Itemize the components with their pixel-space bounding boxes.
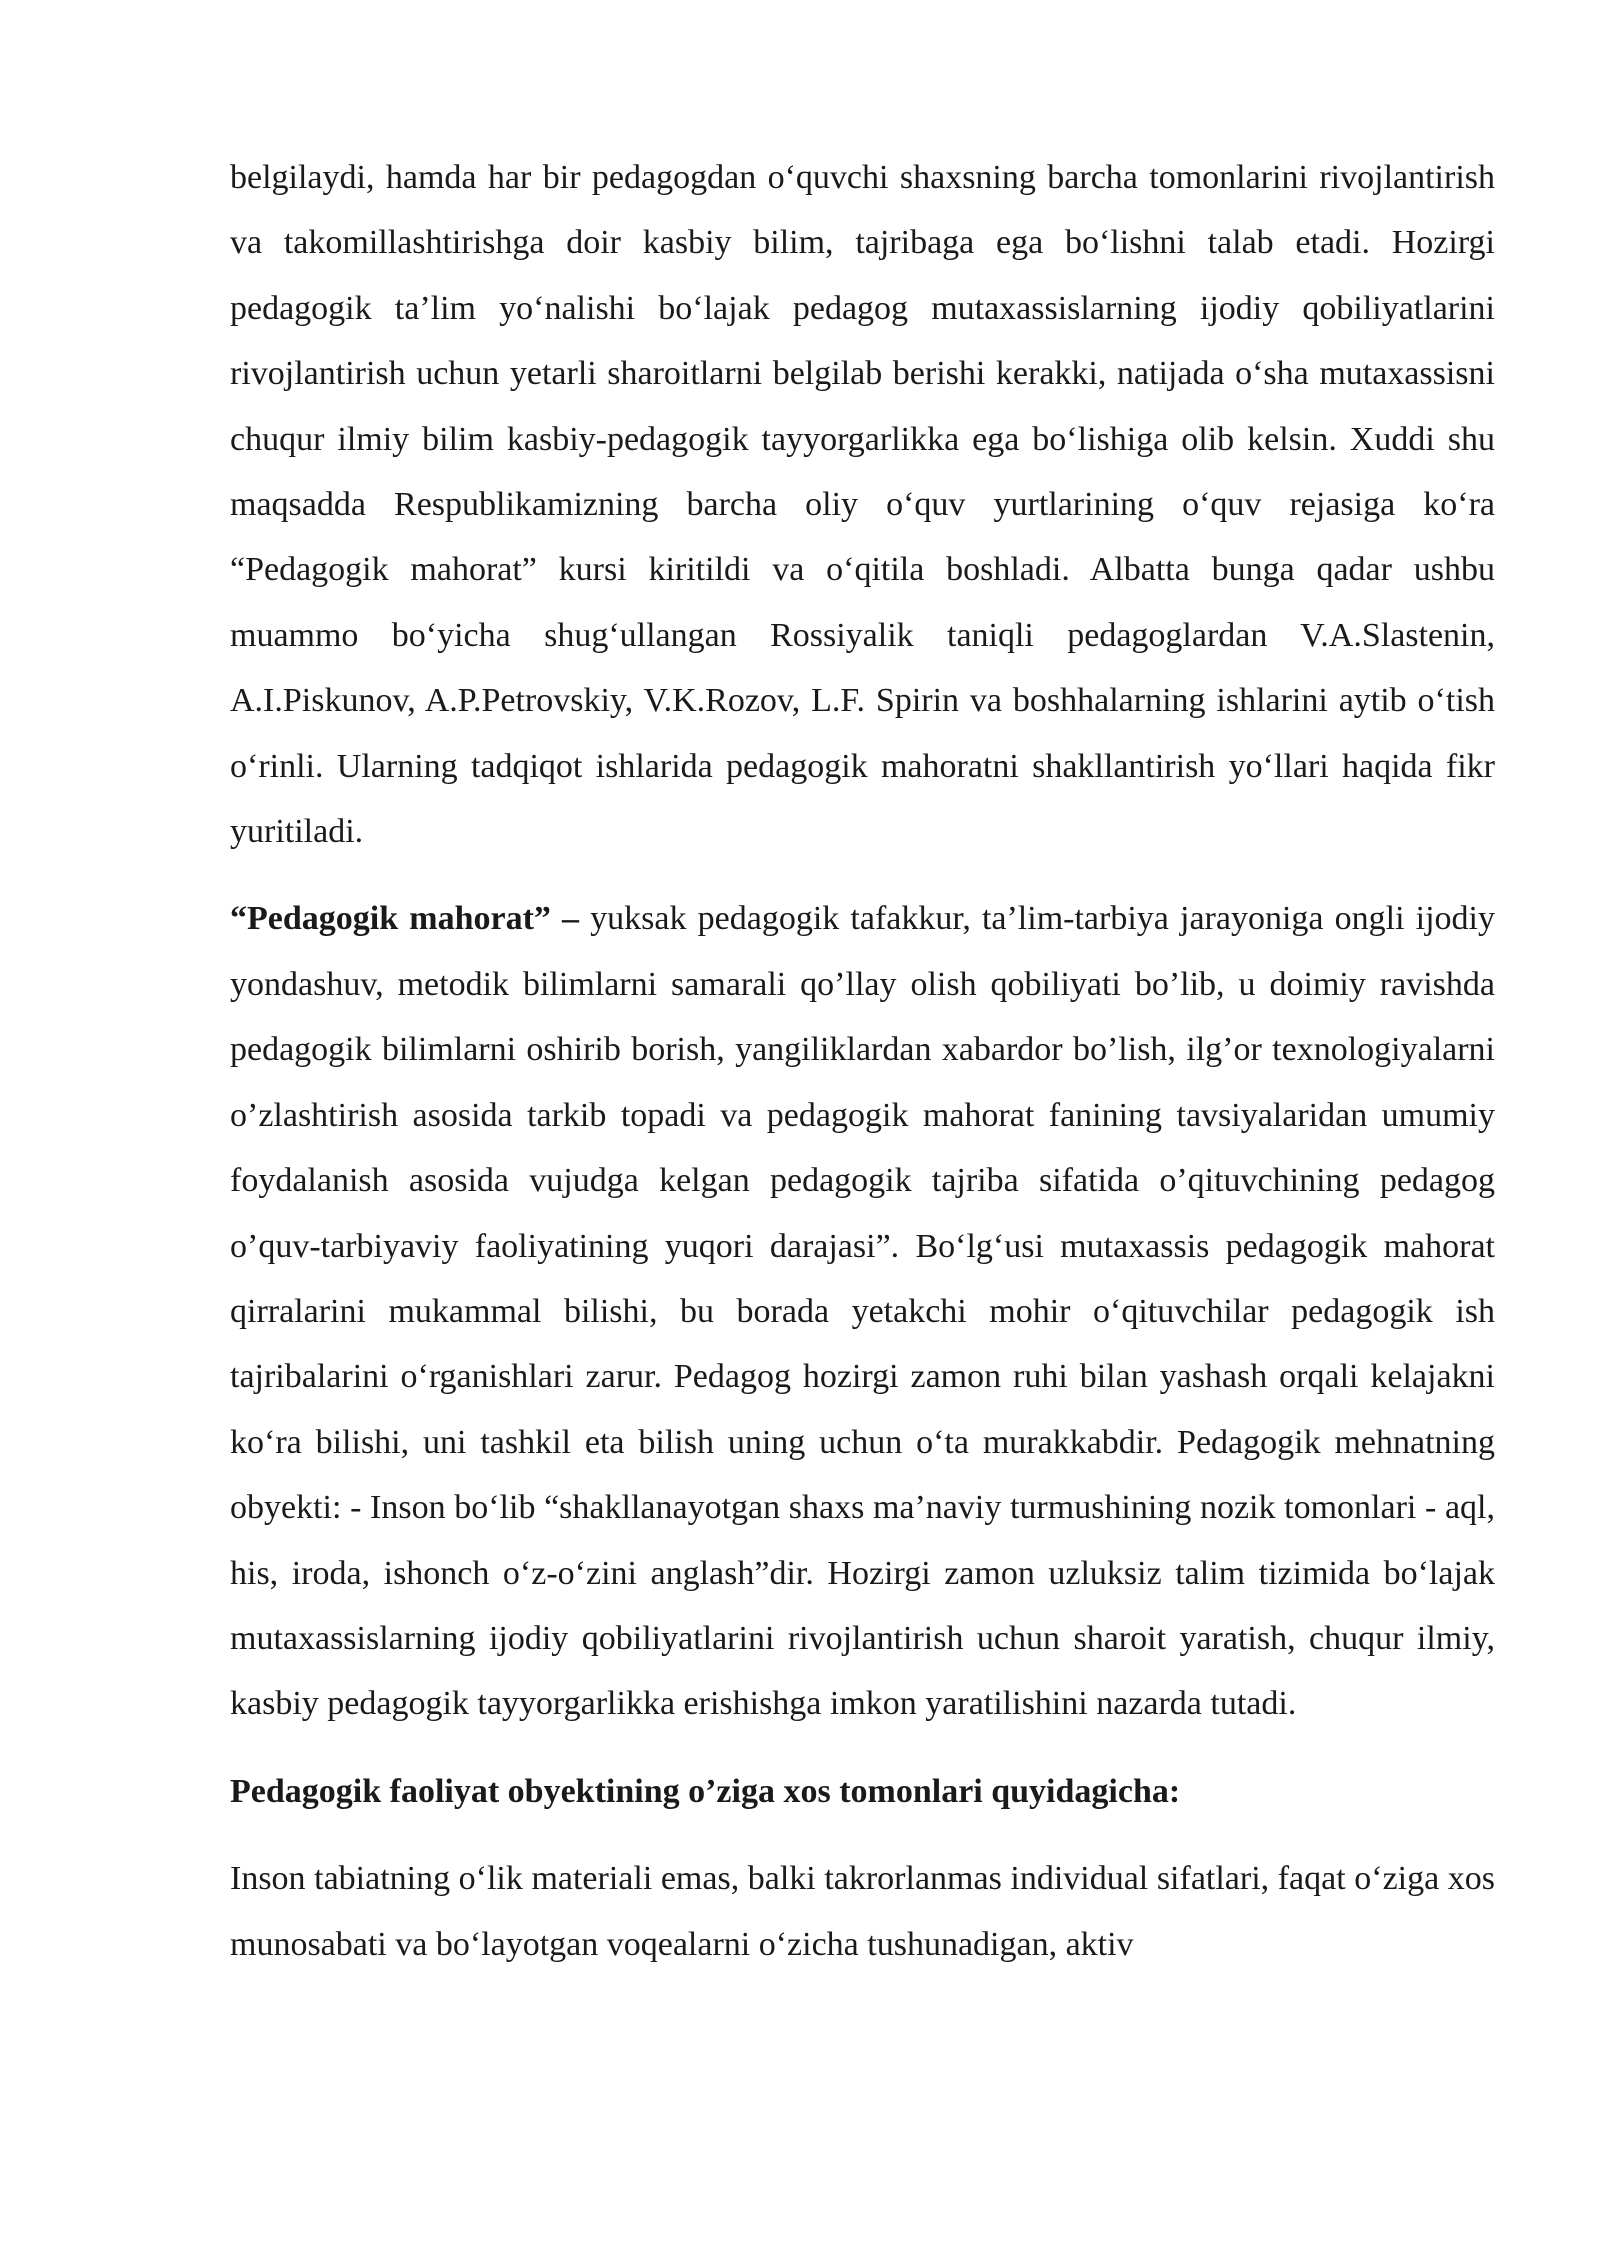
definition-body: yuksak pedagogik tafakkur, ta’lim-tarbiya jarayoniga ongli ijodiy yondashuv, metodik bilimlarni samarali qo’llay olish qobiliyati bo’lib, u doimiy ravishda pedagogik bilimlarni oshirib borish, yangiliklardan xabardor bo’lish, ilg’or texnologiyalarni o’zlashtirish asosida tarkib topadi va pedagogik mahorat fanining tavsiyalaridan umumiy foydalanish asosida vujudga kelgan pedagogik tajriba sifatida o’qituvchining pedagog o’quv-tarbiyaviy faoliyatining yuqori darajasi”. Bo‘lg‘usi mutaxassis pedagogik mahorat qirralarini mukammal bilishi, bu borada yetakchi mohir o‘qituvchilar pedagogik ish tajribalarini o‘rganishlari zarur. Pedagog hozirgi zamon ruhi bilan yashash orqali kelajakni ko‘ra bilishi, uni tashkil eta bilish uning uchun o‘ta murakkabdir. Pedagogik mehnatning obyekti: - Inson bo‘lib “shakllanayotgan shaxs ma’naviy turmushining nozik tomonlari - aql, his, iroda, ishonch o‘z-o‘zini anglash”dir. Hozirgi zamon uzluksiz talim tizimida bo‘lajak mutaxassislarning ijodiy qobiliyatlarini rivojlantirish uchun sharoit yaratish, chuqur ilmiy, kasbiy pedagogik tayyorgarlikka erishishga imkon yaratilishini nazarda tutadi. bbox=[230, 900, 1495, 1723]
document-page bbox=[230, 145, 1495, 1977]
paragraph-object: Inson tabiatning o‘lik materiali emas, balki takrorlanmas individual sifatlari, faqat o‘ziga xos munosabati va bo‘layotgan voqealarni o‘zicha tushunadigan, aktiv bbox=[230, 1860, 1495, 1963]
paragraph-definition bbox=[230, 886, 1495, 1736]
definition-term: “Pedagogik mahorat” – bbox=[230, 900, 580, 938]
section-heading: Pedagogik faoliyat obyektining o’ziga xos tomonlari quyidagicha: bbox=[230, 1772, 1181, 1810]
paragraph-intro: belgilaydi, hamda har bir pedagogdan o‘quvchi shaxsning barcha tomonlarini rivojlantirish va takomillashtirishga doir kasbiy bilim, tajribaga ega bo‘lishni talab etadi. Hozirgi pedagogik ta’lim yo‘nalishi bo‘lajak pedagog mutaxassislarning ijodiy qobiliyatlarini rivojlantirish uchun yetarli sharoitlarni belgilab berishi kerakki, natijada o‘sha mutaxassisni chuqur ilmiy bilim kasbiy-pedagogik tayyorgarlikka ega bo‘lishiga olib kelsin. Xuddi shu maqsadda Respublikamizning barcha oliy o‘quv yurtlarining o‘quv rejasiga ko‘ra “Pedagogik mahorat” kursi kiritildi va o‘qitila boshladi. Albatta bunga qadar ushbu muammo bo‘yicha shug‘ullangan Rossiyalik taniqli pedagoglardan V.A.Slastenin, A.I.Piskunov, A.P.Petrovskiy, V.K.Rozov, L.F. Spirin va boshhalarning ishlarini aytib o‘tish o‘rinli. Ularning tadqiqot ishlarida pedagogik mahoratni shakllantirish yo‘llari haqida fikr yuritiladi. bbox=[230, 159, 1495, 851]
